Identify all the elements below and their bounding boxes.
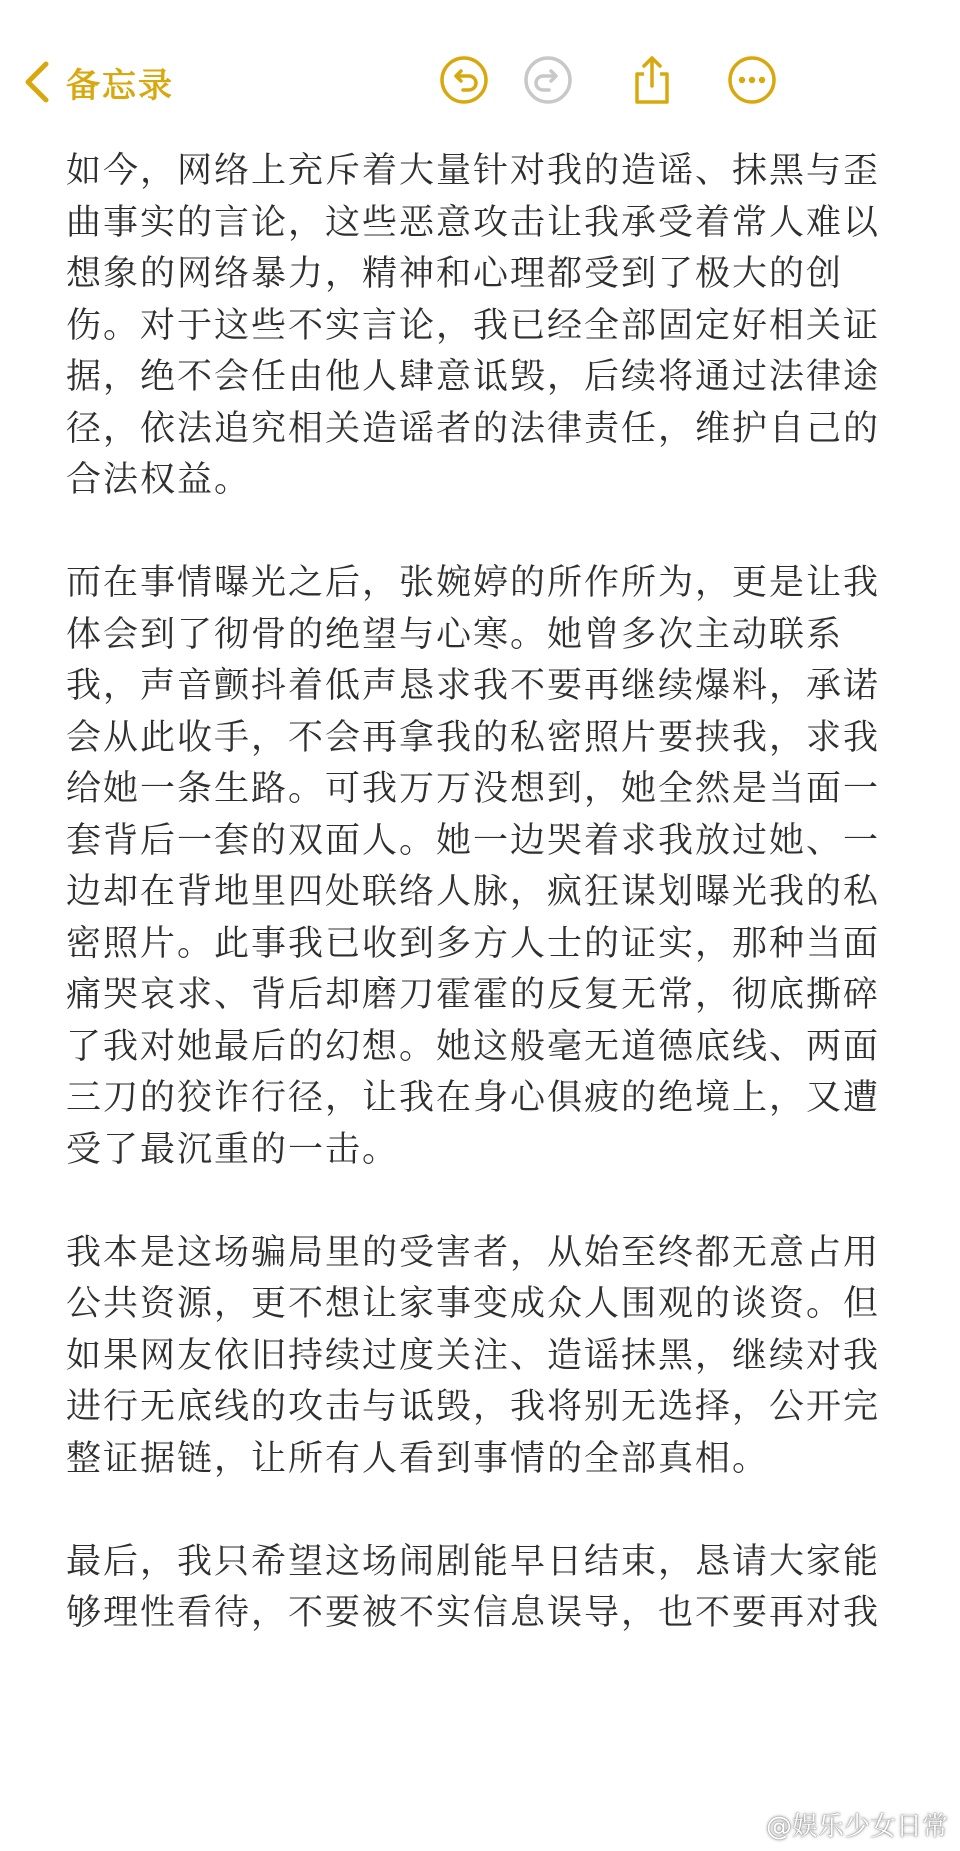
top-toolbar bbox=[0, 0, 960, 140]
redo-button[interactable] bbox=[522, 54, 574, 106]
share-button[interactable] bbox=[626, 54, 678, 106]
more-button[interactable] bbox=[726, 54, 778, 106]
note-paragraph: 我本是这场骗局里的受害者，从始至终都无意占用 公共资源，更不想让家事变成众人围观的谈资。但 如果网友依旧持续过度关注、造谣抹黑，继续对我 进行无底线的攻击与诋毁，我将别无选择，公开完 整证据链，让所有人看到事情的全部真相。 bbox=[66, 1232, 881, 1479]
note-body[interactable] bbox=[66, 146, 882, 1640]
more-icon bbox=[726, 54, 778, 106]
undo-icon bbox=[438, 54, 490, 106]
share-icon bbox=[626, 54, 678, 106]
weibo-logo-icon bbox=[726, 1811, 760, 1839]
redo-icon bbox=[522, 54, 574, 106]
note-paragraph: 而在事情曝光之后，张婉婷的所作所为，更是让我 体会到了彻骨的绝望与心寒。她曾多次主动联系 我，声音颤抖着低声恳求我不要再继续爆料，承诺 会从此收手，不会再拿我的私密照片要挟我，求我 给她一条生路。可我万万没想到，她全然是当面一 套背后一套的双面人。她一边哭着求我放过她、一 边却在背地里四处联络人脉，疯狂谋划曝光我的私 密照片。此事我已收到多方人士的证实，那种当面 痛哭哀求、背后却磨刀霍霍的反复无常，彻底撕碎 了我对她最后的幻想。她这般毫无道德底线、两面 三刀的狡诈行径，让我在身心俱疲的绝境上，又遭 受了最沉重的一击。 bbox=[66, 563, 881, 1170]
watermark-text: @娱乐少女日常 bbox=[765, 1812, 948, 1842]
watermark bbox=[726, 1806, 948, 1843]
back-button[interactable] bbox=[22, 56, 174, 108]
undo-button[interactable] bbox=[438, 54, 490, 106]
note-paragraph: 最后，我只希望这场闹剧能早日结束，恳请大家能 够理性看待，不要被不实信息误导，也不要再对我 bbox=[66, 1541, 881, 1633]
back-label: 备忘录 bbox=[66, 65, 174, 106]
chevron-left-icon bbox=[22, 60, 52, 104]
note-paragraph: 如今，网络上充斥着大量针对我的造谣、抹黑与歪 曲事实的言论，这些恶意攻击让我承受着常人难以 想象的网络暴力，精神和心理都受到了极大的创 伤。对于这些不实言论，我已经全部固定好相关证 据，绝不会任由他人肆意诋毁，后续将通过法律途 径，依法追究相关造谣者的法律责任，维护自己的 合法权益。 bbox=[66, 151, 881, 500]
